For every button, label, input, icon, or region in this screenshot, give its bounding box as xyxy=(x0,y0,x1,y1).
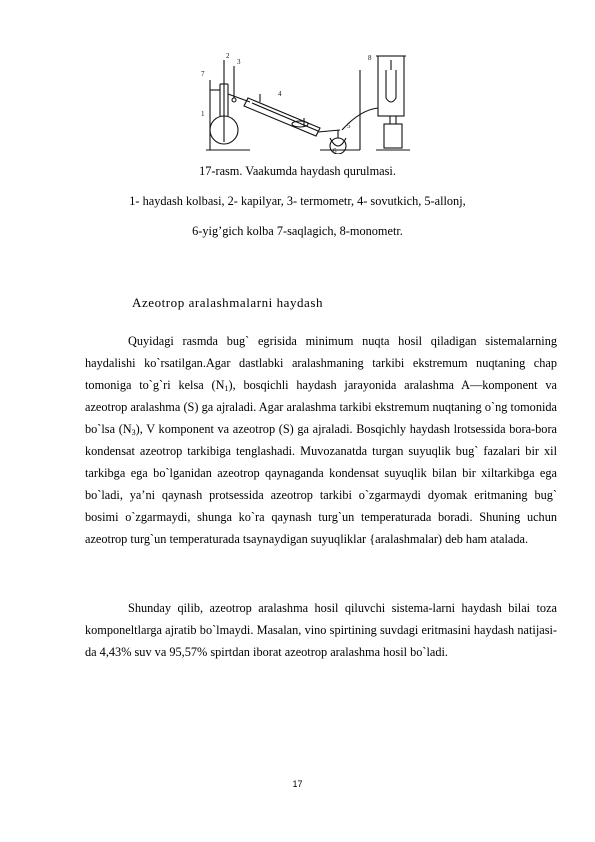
manometer-drawing xyxy=(376,56,406,116)
section-heading: Azeotrop aralashmalarni haydash xyxy=(132,295,324,310)
distillation-flask-drawing xyxy=(206,60,250,150)
paragraph-1-text-a: Quyidagi rasmda bug` egrisida minimum nuqta hosil qiladigan sistemalarning haydalishi ko`rsatilgan.Agar dastlabki aralashmaning tarkibi ekstremum nuqtaning chap tomoniga to`g`ri kelsa (N xyxy=(85,334,557,392)
svg-text:1: 1 xyxy=(201,110,205,118)
svg-text:5: 5 xyxy=(347,122,351,130)
safety-flask-drawing xyxy=(376,116,410,150)
figure-caption-legend-line-1: 1- haydash kolbasi, 2- kapilyar, 3- termometr, 4- sovutkich, 5-allonj, xyxy=(129,194,466,208)
svg-text:4: 4 xyxy=(278,90,282,98)
svg-text:6: 6 xyxy=(333,147,337,154)
paragraph-2: Shunday qilib, azeotrop aralashma hosil qiluvchi sistema-larni haydash bilai toza komponeltlarga ajratib bo`lmaydi. Masalan, vino spirtining suvdagi eritmasini haydash natijasi-da 4,43% suv va 95,57% spirtdan iborat azeotrop aralashma hosil bo`ladi. xyxy=(85,601,557,659)
receiver-drawing xyxy=(318,130,360,154)
paragraph-1-text-c: ), V komponent va azeotrop (S) ga ajraladi. Bosqichly haydash lrotsessida bora-bora kondensat azeotrop tarkibiga tenglashadi. Muvozanatda turgan suyuqlik bug` fazalari bir xil tarkibga ega bo`lganidan azeotrop qaynaganda kondensat suyuqlik bilan bir xiltarkibga ega bo`ladi, ya’ni qaynash protsessida azeotrop tarkibi o`zgarmaydi dyomak eritmaning bug` bosimi o`zgarmaydi, shunga ko`ra qaynash turg`un temperaturada boradi. Shuning uchun azeotrop turg`un temperaturada tsaynaydigan suyuqliklar {aralashmalar) deb ham atalada. xyxy=(85,422,557,546)
condenser-drawing xyxy=(244,94,320,136)
vacuum-distillation-apparatus-figure xyxy=(200,50,420,154)
page-number: 17 xyxy=(292,779,303,789)
paragraph-1-subscript-2: 3 xyxy=(131,428,136,437)
svg-text:2: 2 xyxy=(226,52,230,60)
figure-caption-title: 17-rasm. Vaakumda haydash qurulmasi. xyxy=(199,164,396,178)
svg-text:3: 3 xyxy=(237,58,241,66)
paragraph-1-text-b: ), bosqichli haydash jarayonida aralashma A—komponent va azeotrop aralashma (S) ga ajraladi. Agar aralashma tarkibi ekstremum nuqtaning o`ng tomonida bo`lsa (N xyxy=(85,378,557,436)
paragraph-1-subscript-1: 1 xyxy=(224,384,229,393)
svg-text:7: 7 xyxy=(201,70,205,78)
figure-caption-legend-line-2: 6-yig’gich kolba 7-saqlagich, 8-monometr. xyxy=(192,224,403,238)
paragraph-1 xyxy=(85,330,557,550)
svg-text:8: 8 xyxy=(368,54,372,62)
